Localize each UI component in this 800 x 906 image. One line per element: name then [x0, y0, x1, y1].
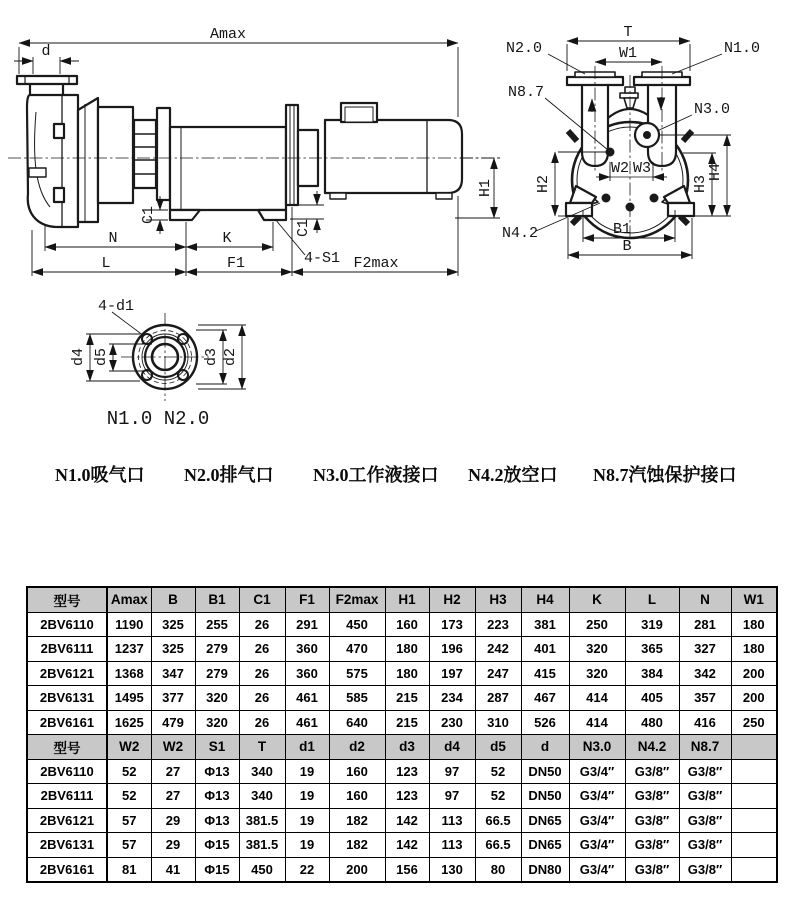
- port-legend: [0, 461, 800, 485]
- dim-label-l: L: [101, 255, 111, 272]
- value-cell: 29: [151, 833, 195, 858]
- value-cell: [731, 759, 777, 784]
- value-cell: G3/4″: [569, 759, 625, 784]
- dim-label-t: T: [623, 24, 633, 41]
- value-cell: G3/8″: [625, 759, 679, 784]
- dim-label-amax: Amax: [209, 26, 247, 43]
- value-cell: 279: [195, 661, 239, 686]
- value-cell: 480: [625, 710, 679, 735]
- value-cell: 357: [679, 686, 731, 711]
- value-cell: 66.5: [475, 833, 521, 858]
- value-cell: 416: [679, 710, 731, 735]
- dim-label-d: d: [41, 43, 51, 60]
- model-cell: 2BV6110: [27, 612, 107, 637]
- value-cell: [731, 784, 777, 809]
- value-cell: G3/8″: [625, 857, 679, 882]
- value-cell: G3/8″: [625, 808, 679, 833]
- dim-label-d4: d4: [70, 347, 87, 367]
- dim-label-k: K: [222, 230, 232, 247]
- column-header: S1: [195, 735, 239, 760]
- dim-label-w1: W1: [618, 45, 638, 62]
- value-cell: 180: [731, 612, 777, 637]
- port-label-n42: N4.2: [502, 225, 539, 242]
- value-cell: 1190: [107, 612, 151, 637]
- value-cell: G3/8″: [679, 833, 731, 858]
- value-cell: 97: [429, 784, 475, 809]
- value-cell: DN50: [521, 784, 569, 809]
- value-cell: 242: [475, 637, 521, 662]
- model-cell: 2BV6111: [27, 784, 107, 809]
- dim-label-w3: W3: [632, 160, 652, 177]
- model-cell: 2BV6161: [27, 857, 107, 882]
- value-cell: 342: [679, 661, 731, 686]
- model-cell: 2BV6121: [27, 661, 107, 686]
- value-cell: 27: [151, 759, 195, 784]
- value-cell: 405: [625, 686, 679, 711]
- value-cell: 197: [429, 661, 475, 686]
- value-cell: 66.5: [475, 808, 521, 833]
- dim-label-d3: d3: [203, 347, 220, 367]
- value-cell: 230: [429, 710, 475, 735]
- value-cell: 26: [239, 686, 285, 711]
- table-row: [27, 759, 777, 784]
- model-cell: 2BV6111: [27, 637, 107, 662]
- value-cell: 365: [625, 637, 679, 662]
- value-cell: 52: [475, 759, 521, 784]
- table-header-row: [27, 587, 777, 612]
- value-cell: 291: [285, 612, 329, 637]
- table-row: [27, 710, 777, 735]
- value-cell: 325: [151, 612, 195, 637]
- value-cell: 320: [569, 637, 625, 662]
- dim-label-h1: H1: [477, 178, 494, 198]
- value-cell: 182: [329, 808, 385, 833]
- value-cell: 113: [429, 833, 475, 858]
- column-header: H3: [475, 587, 521, 612]
- legend-item: N1.0吸气口: [55, 465, 145, 485]
- value-cell: Φ13: [195, 808, 239, 833]
- port-label-n30: N3.0: [694, 101, 731, 118]
- value-cell: 41: [151, 857, 195, 882]
- value-cell: DN65: [521, 833, 569, 858]
- value-cell: Φ13: [195, 759, 239, 784]
- column-header: N3.0: [569, 735, 625, 760]
- value-cell: 200: [731, 661, 777, 686]
- value-cell: 215: [385, 686, 429, 711]
- value-cell: 450: [329, 612, 385, 637]
- dim-label-b1: B1: [612, 221, 632, 238]
- port-label-n20: N2.0: [506, 40, 543, 57]
- value-cell: 156: [385, 857, 429, 882]
- dim-label-h3: H3: [692, 174, 709, 194]
- value-cell: Φ15: [195, 857, 239, 882]
- value-cell: G3/8″: [625, 833, 679, 858]
- value-cell: 360: [285, 637, 329, 662]
- column-header: B1: [195, 587, 239, 612]
- value-cell: 340: [239, 784, 285, 809]
- value-cell: 461: [285, 710, 329, 735]
- column-header: F1: [285, 587, 329, 612]
- value-cell: 19: [285, 808, 329, 833]
- value-cell: 22: [285, 857, 329, 882]
- dim-label-w2: W2: [610, 160, 630, 177]
- value-cell: 526: [521, 710, 569, 735]
- value-cell: [731, 808, 777, 833]
- column-header: N: [679, 587, 731, 612]
- column-header: 型号: [27, 735, 107, 760]
- value-cell: 52: [475, 784, 521, 809]
- value-cell: 57: [107, 833, 151, 858]
- flange-detail-drawing: [121, 313, 209, 401]
- value-cell: 1237: [107, 637, 151, 662]
- value-cell: 340: [239, 759, 285, 784]
- value-cell: 180: [731, 637, 777, 662]
- value-cell: 180: [385, 661, 429, 686]
- value-cell: 450: [239, 857, 285, 882]
- dim-label-d5: d5: [93, 347, 110, 367]
- value-cell: 29: [151, 808, 195, 833]
- value-cell: 113: [429, 808, 475, 833]
- legend-item: N4.2放空口: [468, 465, 558, 485]
- column-header: W2: [107, 735, 151, 760]
- value-cell: 575: [329, 661, 385, 686]
- value-cell: 234: [429, 686, 475, 711]
- model-cell: 2BV6131: [27, 833, 107, 858]
- value-cell: 415: [521, 661, 569, 686]
- column-header: N4.2: [625, 735, 679, 760]
- value-cell: 173: [429, 612, 475, 637]
- column-header: F2max: [329, 587, 385, 612]
- value-cell: 384: [625, 661, 679, 686]
- value-cell: 640: [329, 710, 385, 735]
- value-cell: 320: [195, 686, 239, 711]
- value-cell: 160: [385, 612, 429, 637]
- table-row: [27, 612, 777, 637]
- value-cell: G3/8″: [679, 784, 731, 809]
- value-cell: 381.5: [239, 833, 285, 858]
- value-cell: 461: [285, 686, 329, 711]
- model-cell: 2BV6161: [27, 710, 107, 735]
- column-header: d4: [429, 735, 475, 760]
- legend-item: N8.7汽蚀保护接口: [593, 465, 737, 485]
- table-header-row: [27, 735, 777, 760]
- dim-label-f2max: F2max: [353, 255, 399, 272]
- value-cell: 182: [329, 833, 385, 858]
- value-cell: 401: [521, 637, 569, 662]
- value-cell: 19: [285, 833, 329, 858]
- value-cell: G3/8″: [679, 808, 731, 833]
- value-cell: 479: [151, 710, 195, 735]
- value-cell: G3/4″: [569, 784, 625, 809]
- model-cell: 2BV6110: [27, 759, 107, 784]
- port-label-n10: N1.0: [724, 40, 761, 57]
- value-cell: 160: [329, 784, 385, 809]
- value-cell: 250: [569, 612, 625, 637]
- value-cell: 414: [569, 710, 625, 735]
- legend-item: N3.0工作液接口: [313, 465, 439, 485]
- column-header: C1: [239, 587, 285, 612]
- value-cell: 414: [569, 686, 625, 711]
- value-cell: 97: [429, 759, 475, 784]
- value-cell: 27: [151, 784, 195, 809]
- value-cell: G3/4″: [569, 857, 625, 882]
- value-cell: DN65: [521, 808, 569, 833]
- value-cell: 1368: [107, 661, 151, 686]
- column-header: L: [625, 587, 679, 612]
- value-cell: 81: [107, 857, 151, 882]
- value-cell: 130: [429, 857, 475, 882]
- value-cell: 377: [151, 686, 195, 711]
- value-cell: 255: [195, 612, 239, 637]
- dim-label-4s1: 4-S1: [303, 250, 341, 267]
- value-cell: 1625: [107, 710, 151, 735]
- value-cell: [731, 833, 777, 858]
- value-cell: 250: [731, 710, 777, 735]
- column-header: B: [151, 587, 195, 612]
- column-header: H4: [521, 587, 569, 612]
- value-cell: 26: [239, 710, 285, 735]
- value-cell: DN50: [521, 759, 569, 784]
- value-cell: G3/8″: [625, 784, 679, 809]
- table-row: [27, 661, 777, 686]
- value-cell: 585: [329, 686, 385, 711]
- flange-caption: N1.0 N2.0: [106, 408, 210, 430]
- value-cell: 360: [285, 661, 329, 686]
- value-cell: 215: [385, 710, 429, 735]
- value-cell: 160: [329, 759, 385, 784]
- value-cell: 320: [195, 710, 239, 735]
- value-cell: 57: [107, 808, 151, 833]
- value-cell: 310: [475, 710, 521, 735]
- dim-label-h4: H4: [707, 162, 724, 182]
- table-row: [27, 637, 777, 662]
- dim-label-d2: d2: [222, 347, 239, 367]
- value-cell: Φ15: [195, 833, 239, 858]
- dim-label-h2: H2: [535, 174, 552, 194]
- dim-label-c1-upper: C1: [140, 205, 157, 225]
- value-cell: 200: [731, 686, 777, 711]
- column-header: Amax: [107, 587, 151, 612]
- value-cell: G3/8″: [679, 759, 731, 784]
- column-header: d: [521, 735, 569, 760]
- side-view-drawing: [8, 76, 500, 227]
- column-header: 型号: [27, 587, 107, 612]
- value-cell: 200: [329, 857, 385, 882]
- dim-label-c1-lower: C1: [295, 218, 312, 238]
- value-cell: 52: [107, 759, 151, 784]
- value-cell: Φ13: [195, 784, 239, 809]
- column-header: N8.7: [679, 735, 731, 760]
- table-row: [27, 784, 777, 809]
- column-header: [731, 735, 777, 760]
- column-header: d2: [329, 735, 385, 760]
- value-cell: 26: [239, 612, 285, 637]
- dimension-table-body: [27, 587, 777, 882]
- value-cell: 381.5: [239, 808, 285, 833]
- value-cell: 281: [679, 612, 731, 637]
- table-row: [27, 833, 777, 858]
- model-cell: 2BV6131: [27, 686, 107, 711]
- value-cell: 347: [151, 661, 195, 686]
- column-header: H1: [385, 587, 429, 612]
- value-cell: 142: [385, 833, 429, 858]
- value-cell: G3/4″: [569, 833, 625, 858]
- port-label-n87: N8.7: [508, 84, 545, 101]
- value-cell: 287: [475, 686, 521, 711]
- legend-item: N2.0排气口: [184, 465, 274, 485]
- value-cell: 467: [521, 686, 569, 711]
- column-header: H2: [429, 587, 475, 612]
- column-header: d3: [385, 735, 429, 760]
- table-row: [27, 808, 777, 833]
- value-cell: 123: [385, 759, 429, 784]
- column-header: T: [239, 735, 285, 760]
- dim-label-f1: F1: [226, 255, 246, 272]
- value-cell: 223: [475, 612, 521, 637]
- value-cell: 325: [151, 637, 195, 662]
- value-cell: 320: [569, 661, 625, 686]
- value-cell: 142: [385, 808, 429, 833]
- value-cell: 26: [239, 661, 285, 686]
- value-cell: 19: [285, 784, 329, 809]
- value-cell: [731, 857, 777, 882]
- column-header: d1: [285, 735, 329, 760]
- dimension-table: [26, 586, 778, 883]
- value-cell: 196: [429, 637, 475, 662]
- value-cell: 26: [239, 637, 285, 662]
- table-row: [27, 857, 777, 882]
- value-cell: 279: [195, 637, 239, 662]
- value-cell: 319: [625, 612, 679, 637]
- value-cell: G3/4″: [569, 808, 625, 833]
- value-cell: 19: [285, 759, 329, 784]
- value-cell: 381: [521, 612, 569, 637]
- value-cell: 52: [107, 784, 151, 809]
- value-cell: DN80: [521, 857, 569, 882]
- table-row: [27, 686, 777, 711]
- dim-label-b: B: [622, 238, 632, 255]
- column-header: d5: [475, 735, 521, 760]
- value-cell: 80: [475, 857, 521, 882]
- model-cell: 2BV6121: [27, 808, 107, 833]
- value-cell: 180: [385, 637, 429, 662]
- column-header: K: [569, 587, 625, 612]
- column-header: W2: [151, 735, 195, 760]
- value-cell: 247: [475, 661, 521, 686]
- value-cell: 470: [329, 637, 385, 662]
- dim-label-4d1: 4-d1: [98, 298, 135, 315]
- value-cell: 1495: [107, 686, 151, 711]
- value-cell: 123: [385, 784, 429, 809]
- column-header: W1: [731, 587, 777, 612]
- dim-label-n: N: [108, 230, 118, 247]
- value-cell: G3/8″: [679, 857, 731, 882]
- value-cell: 327: [679, 637, 731, 662]
